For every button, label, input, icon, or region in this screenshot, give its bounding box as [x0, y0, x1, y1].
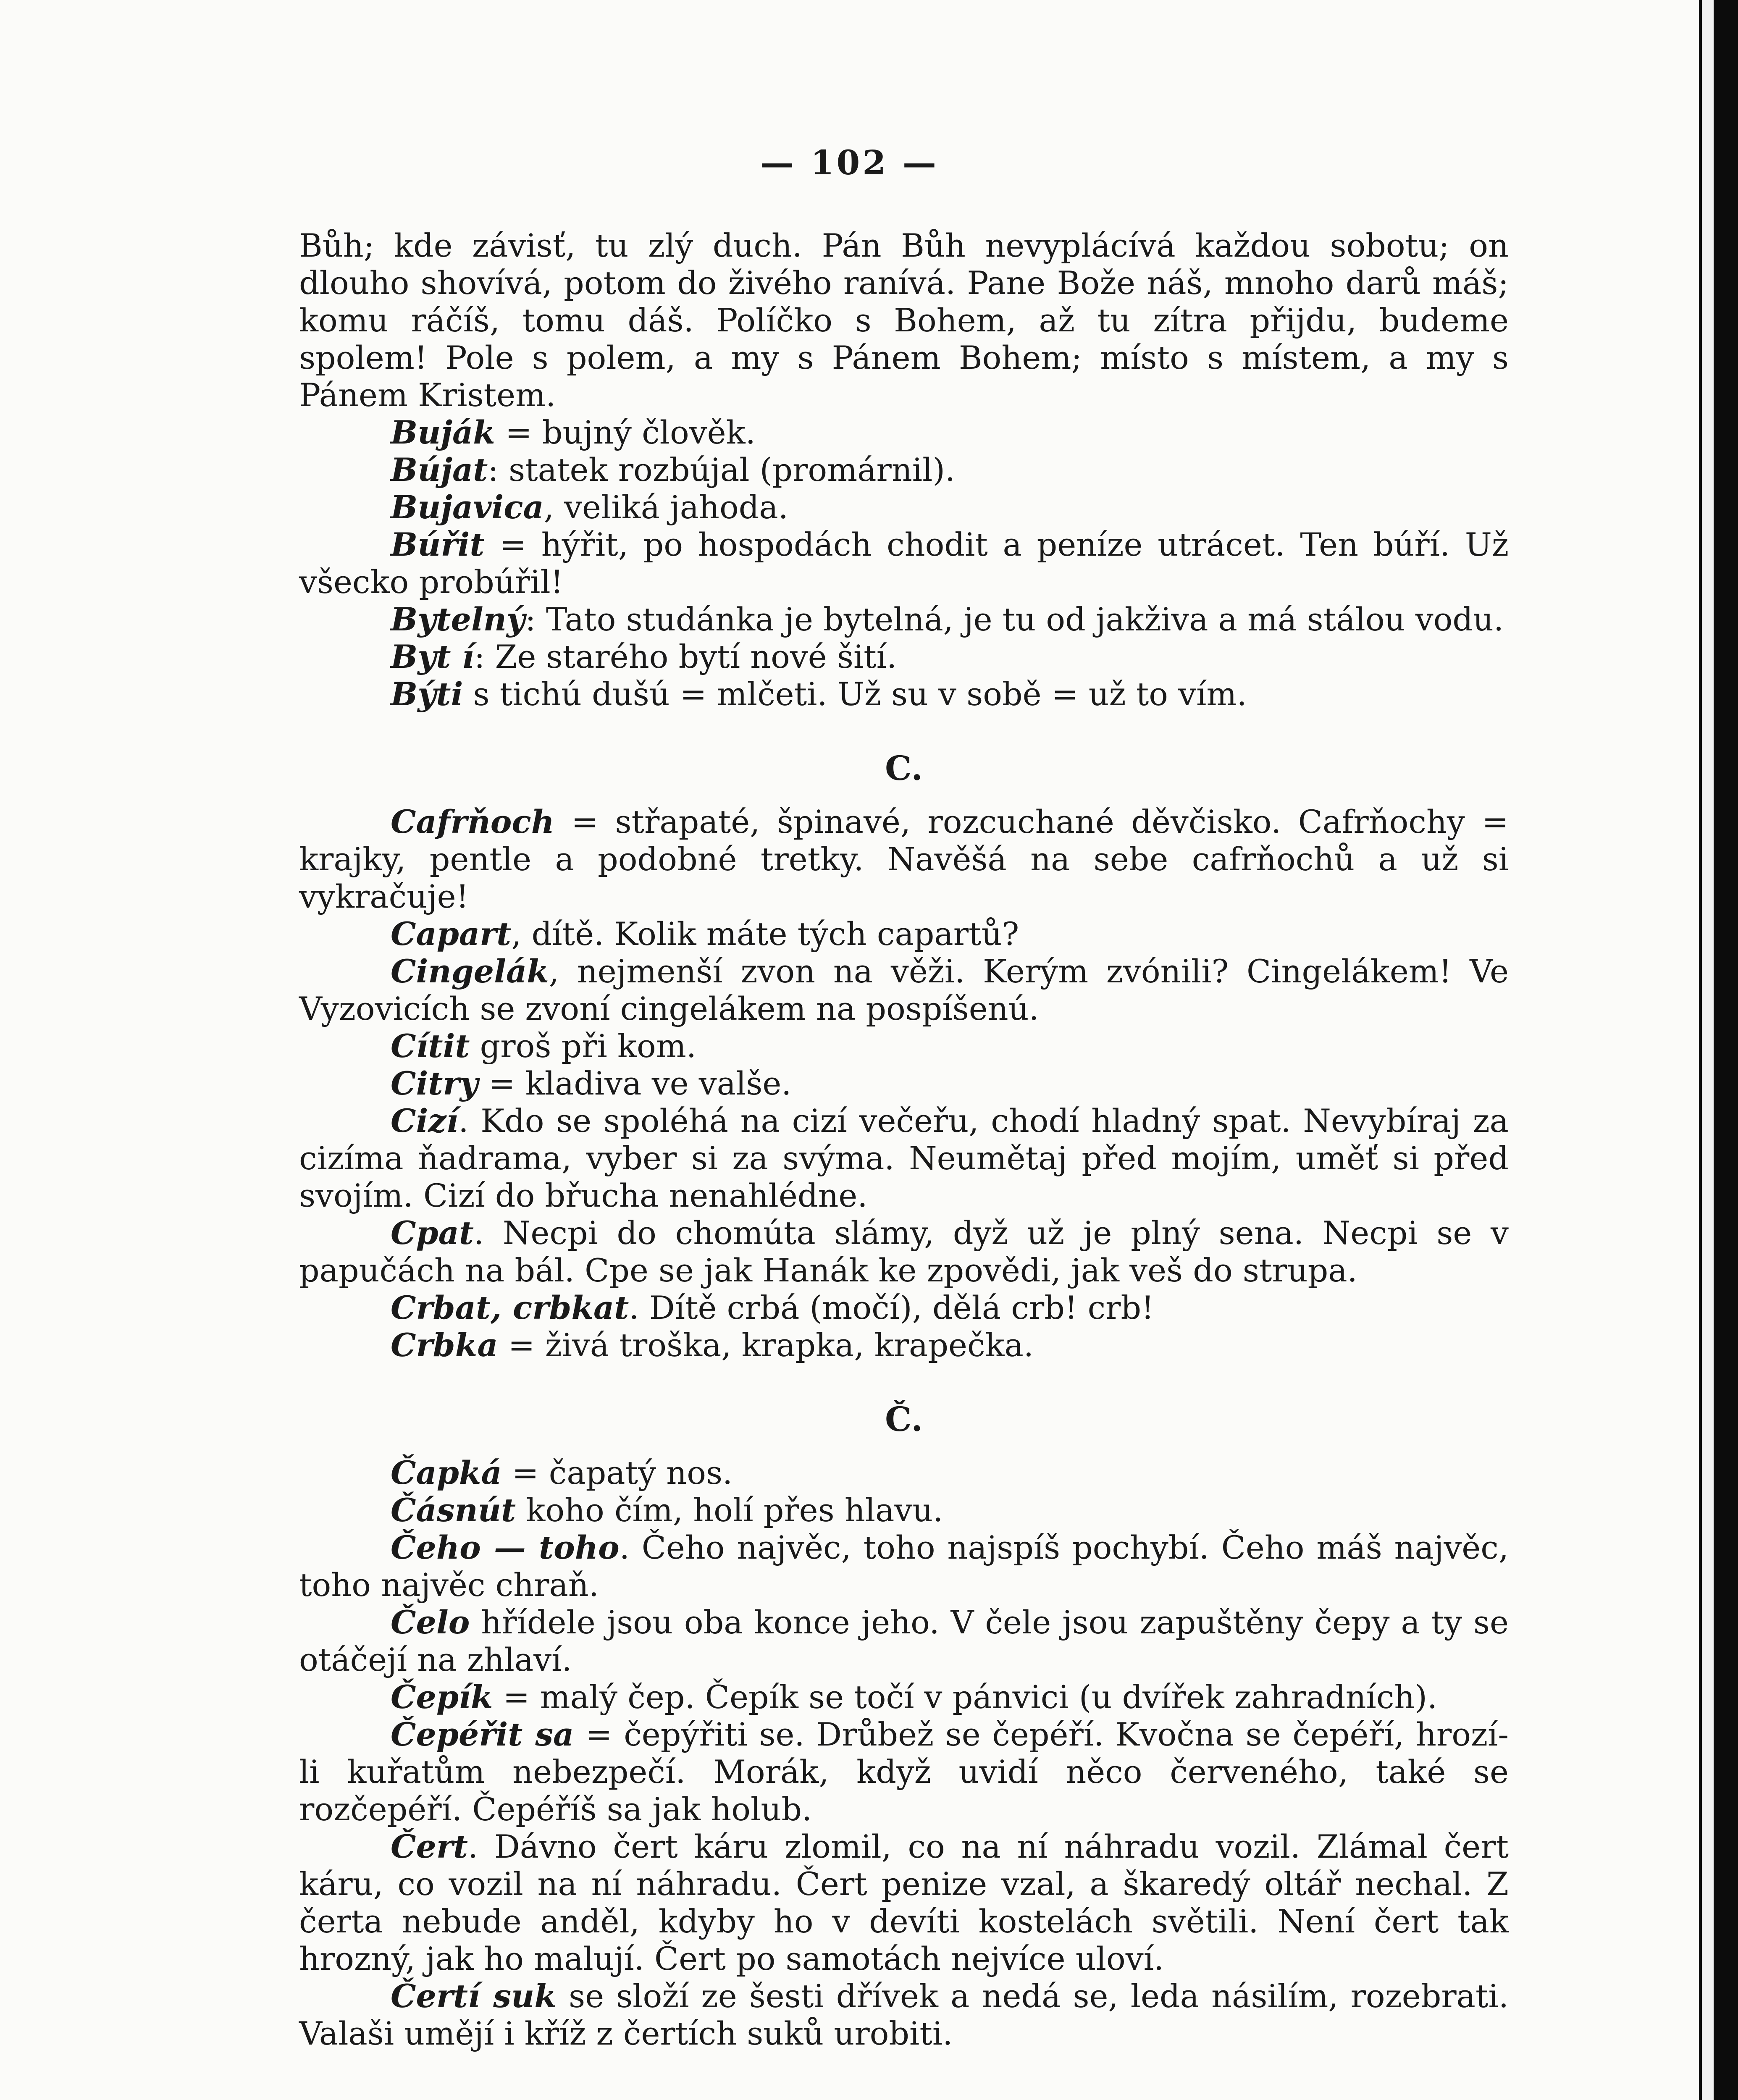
- dictionary-entry: [299, 1828, 1509, 1977]
- entry-text: = živá troška, krapka, krapečka.: [498, 1326, 1034, 1364]
- entry-term: Bytelný: [391, 601, 525, 638]
- dictionary-entry: [299, 1289, 1509, 1326]
- dictionary-entry: [299, 601, 1509, 638]
- dictionary-entry: [299, 803, 1509, 915]
- entry-term: Cizí: [391, 1102, 459, 1139]
- entry-term: Býti: [391, 675, 463, 713]
- dictionary-entry: [299, 1529, 1509, 1604]
- entry-text: . Kdo se spoléhá na cizí večeřu, chodí hladný spat. Nevybíraj za cizíma ňadrama, vyber si za svýma. Neumětaj před mojím, uměť si před svojím. Cizí do břucha nenahlédne.: [299, 1102, 1509, 1214]
- dictionary-entry: [299, 953, 1509, 1027]
- entry-term: Bújat: [391, 451, 488, 488]
- dictionary-entry: [299, 1977, 1509, 2052]
- entry-text: : Tato studánka je bytelná, je tu od jakživa a má stálou vodu.: [525, 601, 1504, 638]
- entry-text: = bujný člověk.: [495, 414, 756, 451]
- entry-term: Čásnút: [391, 1491, 516, 1529]
- dictionary-entry: [299, 488, 1509, 526]
- section-heading: Č.: [885, 1399, 923, 1439]
- dictionary-entry: [299, 526, 1509, 601]
- dictionary-entry: [299, 675, 1509, 713]
- entry-term: Byt í: [391, 638, 474, 675]
- entry-term: Cpat: [391, 1214, 474, 1252]
- entry-term: Čepík: [391, 1678, 493, 1716]
- dictionary-entry: [299, 1214, 1509, 1289]
- dictionary-entry: [299, 414, 1509, 451]
- entry-text: : Ze starého bytí nové šití.: [474, 638, 897, 675]
- dictionary-entry: [299, 1678, 1509, 1716]
- dictionary-entry: [299, 1454, 1509, 1491]
- entry-term: Čepéřit sa: [391, 1716, 574, 1753]
- entry-term: Čeho — toho: [391, 1529, 620, 1566]
- entry-text: s tichú dušú = mlčeti. Už su v sobě = už to vím.: [463, 675, 1247, 713]
- entry-term: Cafrňoch: [391, 803, 554, 840]
- entry-text: : statek rozbújal (promárnil).: [488, 451, 956, 488]
- entry-text: se složí ze šesti dřívek a nedá se, leda násilím, rozebrati. Valaši umějí i kříž z čertích suků urobiti.: [299, 1977, 1509, 2052]
- entry-term: Búřit: [391, 526, 485, 563]
- dictionary-entry: [299, 1065, 1509, 1102]
- entry-text: = čapatý nos.: [501, 1454, 733, 1491]
- page-text: [299, 227, 1509, 2052]
- dictionary-entry: [299, 451, 1509, 488]
- entry-text: , nejmenší zvon na věži. Kerým zvónili? Cingelákem! Ve Vyzovicích se zvoní cingelákem na pospíšenú.: [299, 953, 1509, 1027]
- paragraph: Bůh; kde závisť, tu zlý duch. Pán Bůh nevyplácívá každou sobotu; on dlouho shovívá, potom do živého ranívá. Pane Bože náš, mnoho darů máš; komu ráčíš, tomu dáš. Políčko s Bohem, až tu zítra přijdu, budeme spolem! Pole s polem, a my s Pánem Bohem; místo s místem, a my s Pánem Kristem.: [299, 227, 1509, 414]
- section-heading: C.: [885, 748, 923, 788]
- dictionary-entry: [299, 915, 1509, 953]
- entry-term: Bujavica: [391, 488, 544, 526]
- entry-term: Čert: [391, 1828, 468, 1865]
- dictionary-entry: [299, 1027, 1509, 1065]
- entry-text: = kladiva ve valše.: [478, 1065, 792, 1102]
- entry-term: Citry: [391, 1065, 478, 1102]
- entry-text: = čepýřiti se. Drůbež se čepéří. Kvočna se čepéří, hrozí-li kuřatům nebezpečí. Morák, když uvidí něco červeného, také se rozčepéří. Čepéříš sa jak holub.: [299, 1716, 1509, 1828]
- entry-text: koho čím, holí přes hlavu.: [516, 1491, 943, 1529]
- dictionary-entry: [299, 1491, 1509, 1529]
- dictionary-entry: [299, 1716, 1509, 1828]
- entry-term: Capart: [391, 915, 512, 953]
- entry-term: Čertí suk: [391, 1977, 557, 2015]
- page-number: — 102 —: [760, 143, 939, 182]
- entry-text: . Necpi do chomúta slámy, dyž už je plný sena. Necpi se v papučách na bál. Cpe se jak Hanák ke zpovědi, jak veš do strupa.: [299, 1214, 1509, 1289]
- dictionary-entry: [299, 1326, 1509, 1364]
- entry-term: Čapká: [391, 1454, 502, 1491]
- entry-text: . Dávno čert káru zlomil, co na ní náhradu vozil. Zlámal čert káru, co vozil na ní náhradu. Čert penize vzal, a škaredý oltář nechal. Z čerta nebude anděl, kdyby ho v devíti kostelách světili. Není čert tak hrozný, jak ho malují. Čert po samotách nejvíce uloví.: [299, 1828, 1509, 1977]
- entry-term: Crbat, crbkat: [391, 1289, 629, 1326]
- entry-text: = malý čep. Čepík se točí v pánvici (u dvířek zahradních).: [493, 1678, 1438, 1716]
- entry-text: = střapaté, špinavé, rozcuchané děvčisko. Cafrňochy = krajky, pentle a podobné tretky. Navěšá na sebe cafrňochů a už si vykračuje!: [299, 803, 1509, 915]
- entry-term: Čelo: [391, 1604, 470, 1641]
- entry-term: Buják: [391, 414, 495, 451]
- dictionary-entry: [299, 1102, 1509, 1214]
- entry-text: , veliká jahoda.: [543, 488, 788, 526]
- dictionary-entry: [299, 638, 1509, 675]
- dictionary-entry: [299, 1604, 1509, 1678]
- scan-edge-strip: [1702, 0, 1714, 2100]
- entry-text: groš při kom.: [470, 1027, 696, 1065]
- entry-term: Cingelák: [391, 953, 549, 990]
- entry-term: Cítit: [391, 1027, 470, 1065]
- entry-text: . Dítě crbá (močí), dělá crb! crb!: [629, 1289, 1154, 1326]
- entry-text: . Čeho najvěc, toho najspíš pochybí. Čeho máš najvěc, toho najvěc chraň.: [299, 1529, 1509, 1604]
- entry-text: , dítě. Kolik máte tých capartů?: [511, 915, 1019, 953]
- entry-text: = hýřit, po hospodách chodit a peníze utrácet. Ten búří. Už všecko probúřil!: [299, 526, 1509, 601]
- entry-text: hřídele jsou oba konce jeho. V čele jsou zapuštěny čepy a ty se otáčejí na zhlaví.: [299, 1604, 1509, 1678]
- entry-term: Crbka: [391, 1326, 498, 1364]
